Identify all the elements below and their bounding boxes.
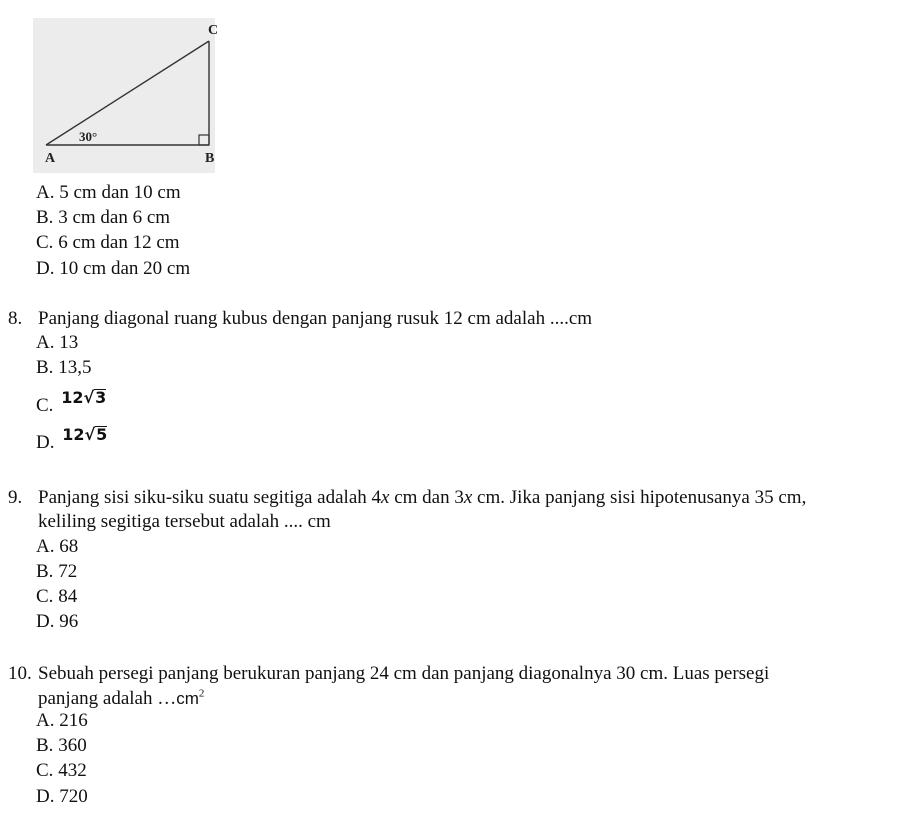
option-letter: D. [36, 786, 55, 807]
q7-option-c [36, 232, 180, 254]
vertex-c-label: C [208, 23, 219, 38]
option-text: 432 [58, 760, 87, 781]
option-text: 6 cm dan 12 cm [58, 232, 180, 253]
right-angle-mark [199, 135, 209, 145]
option-letter: B. [36, 207, 54, 228]
q10-option-c [36, 760, 87, 782]
coefficient: 12 [61, 388, 84, 407]
option-letter: B. [36, 357, 54, 378]
q9-text-line1: Panjang sisi siku-siku suatu segitiga adalah 4x cm dan 3x cm. Jika panjang sisi hipotenusanya 35 cm, [38, 487, 807, 508]
vertex-a-label: A [45, 151, 56, 166]
q8-option-a [36, 332, 78, 354]
option-letter: C. [36, 586, 54, 607]
q9-option-b [36, 561, 77, 583]
q7-option-b [36, 207, 170, 229]
option-text: 360 [58, 735, 87, 756]
q10-text-line2: panjang adalah $\dots cm^2$ [38, 687, 205, 709]
triangle-diagram [33, 18, 215, 173]
radical-expression: 12√5 [62, 425, 108, 444]
side-ac [46, 41, 209, 145]
q9-option-a [36, 536, 78, 558]
q10-text-line1: Sebuah persegi panjang berukuran panjang 24 cm dan panjang diagonalnya 30 cm. Luas persegi [38, 663, 770, 684]
option-letter: A. [36, 182, 55, 203]
option-text: 5 cm dan 10 cm [59, 182, 181, 203]
q9-option-c [36, 586, 77, 608]
q10-option-d [36, 786, 88, 808]
option-text: 3 cm dan 6 cm [58, 207, 171, 228]
option-letter: A. [36, 332, 55, 353]
option-letter: D. [36, 258, 55, 279]
q7-option-a [36, 182, 181, 204]
option-letter: A. [36, 536, 55, 557]
option-text: 68 [59, 536, 79, 557]
radical-expression: 12√3 [61, 388, 107, 407]
option-text: 13 [59, 332, 79, 353]
q10-number: 10. [8, 663, 32, 684]
option-letter: B. [36, 561, 54, 582]
option-text: 84 [58, 586, 78, 607]
option-letter: B. [36, 735, 54, 756]
q9-option-d [36, 611, 78, 633]
q8-option-d [36, 425, 108, 454]
q7-option-d [36, 258, 190, 280]
radicand: 3 [95, 388, 107, 407]
q8-text: Panjang diagonal ruang kubus dengan panjang rusuk 12 cm adalah ....cm [38, 308, 593, 329]
coefficient: 12 [62, 425, 85, 444]
option-text: 720 [59, 786, 88, 807]
option-text: 216 [59, 710, 88, 731]
option-text: 10 cm dan 20 cm [59, 258, 191, 279]
q8-option-c [36, 388, 107, 417]
q9-number: 9. [8, 487, 23, 508]
unit: cm [176, 689, 199, 708]
option-text: 72 [58, 561, 78, 582]
triangle-figure [33, 18, 219, 173]
angle-label: 30° [79, 129, 98, 144]
option-letter: C. [36, 760, 54, 781]
vertex-b-label: B [205, 151, 215, 166]
option-text: 96 [59, 611, 79, 632]
q10-option-a [36, 710, 88, 732]
option-letter: A. [36, 710, 55, 731]
option-letter: C. [36, 395, 54, 416]
option-letter: D. [36, 432, 55, 453]
q8-option-b [36, 357, 91, 379]
option-text: 13,5 [58, 357, 92, 378]
q10-option-b [36, 735, 87, 757]
radicand: 5 [96, 425, 108, 444]
q8-number: 8. [8, 308, 23, 329]
unit-power: 2 [198, 687, 205, 700]
option-letter: C. [36, 232, 54, 253]
option-letter: D. [36, 611, 55, 632]
q9-text-line2: keliling segitiga tersebut adalah .... cm [38, 511, 331, 532]
